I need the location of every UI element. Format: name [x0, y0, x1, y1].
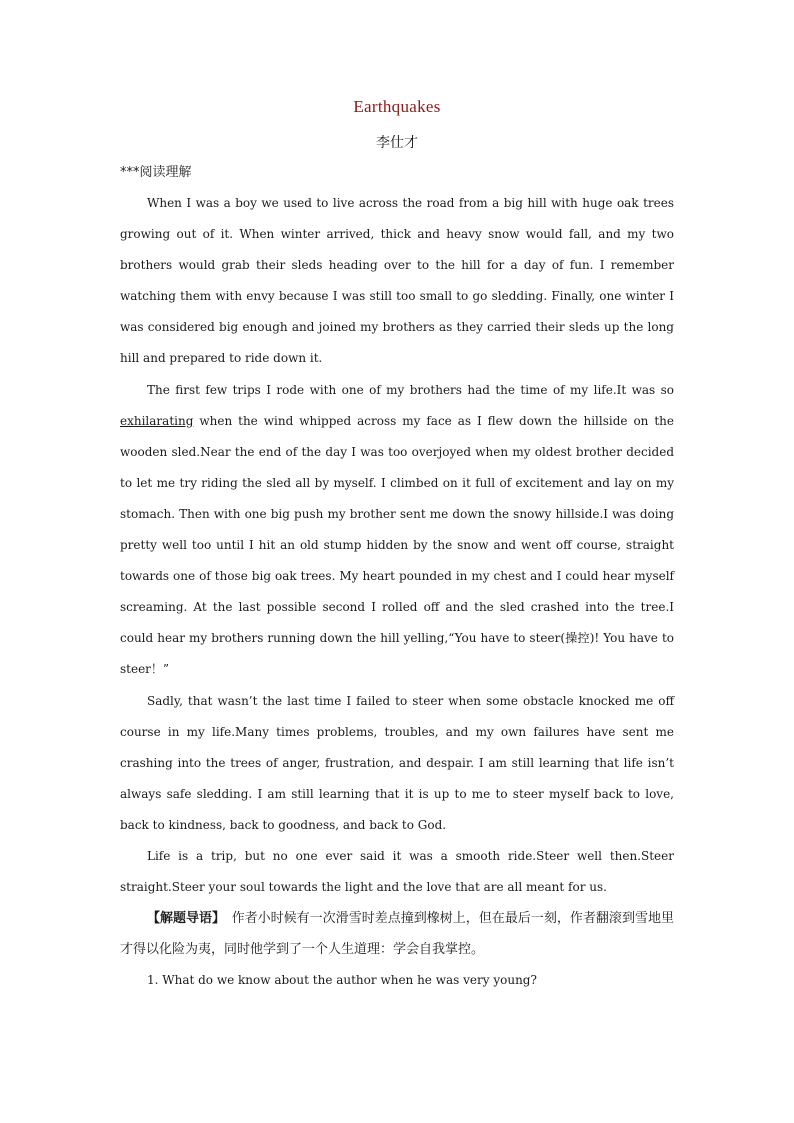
author-name: 李仕才 — [376, 135, 418, 151]
passage-paragraph-1: When I was a boy we used to live across the road from a big hill with huge oak trees growing out of it. When winter arrived, thick and heavy snow would fall, and my two brothers would grab their sleds heading over to the hill for a day of fun. I remember watching them with envy because I was still too small to go sledding. Finally, one winter I was considered big enough and joined my brothers as they carried their sleds up the long hill and prepared to ride down it. — [120, 196, 674, 366]
document-title: Earthquakes — [353, 97, 441, 116]
underlined-word: exhilarating — [120, 413, 194, 428]
paragraph-2-text-start: The first few trips I rode with one of my brothers had the time of my life.It was so — [147, 382, 674, 397]
passage-body — [120, 188, 674, 996]
guide-label: 【解题导语】 — [147, 911, 219, 927]
passage-paragraph-3: Sadly, that wasn’t the last time I failed to steer when some obstacle knocked me off course in my life.Many times problems, troubles, and my own failures have sent me crashing into the trees of anger, frustration, and despair. I am still learning that life isn’t always safe sledding. I am still learning that it is up to me to steer myself back to love, back to kindness, back to goodness, and back to God. — [120, 693, 674, 832]
guide-text: 作者小时候有一次滑雪时差点撞到橡树上，但在最后一刻，作者翻滚到雪地里才得以化险为夷，同时他学到了一个人生道理：学会自我掌控。 — [120, 911, 674, 958]
solution-guide — [120, 903, 674, 965]
passage-paragraph-4: Life is a trip, but no one ever said it was a smooth ride.Steer well then.Steer straight.Steer your soul towards the light and the love that are all meant for us. — [120, 848, 674, 895]
passage-paragraph-2 — [120, 375, 674, 686]
question-1: 1. What do we know about the author when he was very young? — [147, 973, 537, 988]
section-label: ***阅读理解 — [120, 165, 192, 180]
paragraph-2-text-end: when the wind whipped across my face as I flew down the hillside on the wooden sled.Near the end of the day I was too overjoyed when my oldest brother decided to let me try riding the sled all by myself. I climbed on it full of excitement and lay on my stomach. Then with one big push my brother sent me down the snowy hillside.I was doing pretty well too until I hit an old stump hidden by the snow and went off course, straight towards one of those big oak trees. My heart pounded in my chest and I could hear myself screaming. At the last possible second I rolled off and the sled crashed into the tree.I could hear my brothers running down the hill yelling,“You have to steer(操控)! You have to steer！” — [120, 413, 674, 677]
